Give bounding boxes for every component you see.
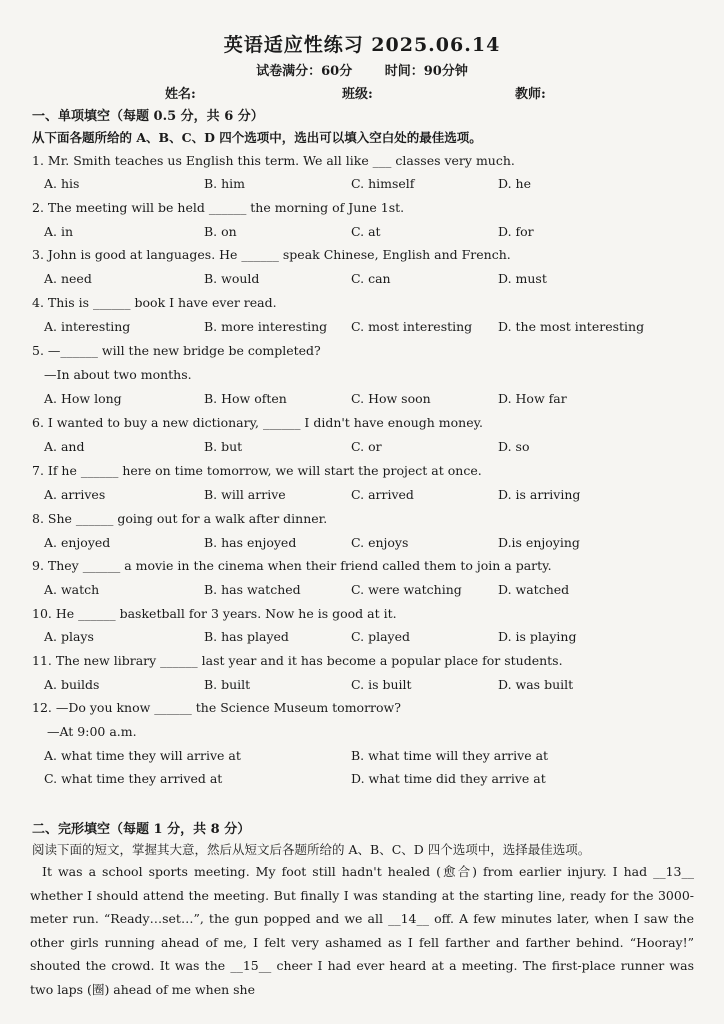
question-1: 1. Mr. Smith teaches us English this term. We all like ___ classes very much.: [32, 153, 515, 168]
options-3: [44, 271, 694, 289]
option-b: B. him: [204, 176, 246, 191]
options-9: [44, 582, 694, 600]
question-11: 11. The new library ______ last year and it has become a popular place for students.: [32, 653, 563, 668]
option-d: D. was built: [498, 677, 574, 692]
option-c: C. is built: [351, 677, 412, 692]
option-d: D.is enjoying: [498, 535, 580, 550]
option-d: D. for: [498, 224, 534, 239]
question-10: 10. He ______ basketball for 3 years. Now he is good at it.: [32, 606, 397, 621]
question-12: 12. —Do you know ______ the Science Museum tomorrow?: [32, 700, 401, 715]
options-11: [44, 677, 694, 695]
question-5-answer-line: —In about two months.: [44, 367, 192, 382]
section2-heading: 二、完形填空（每题 1 分，共 8 分）: [32, 822, 251, 837]
options-12-row2: [44, 771, 694, 789]
name-label: 姓名:: [165, 87, 196, 102]
option-c: C. played: [351, 629, 410, 644]
option-b: B. has watched: [204, 582, 301, 597]
option-a: A. arrives: [44, 487, 106, 502]
options-10: [44, 629, 694, 647]
option-b: B. but: [204, 439, 243, 454]
option-b: B. built: [204, 677, 251, 692]
options-2: [44, 224, 694, 242]
cloze-passage: It was a school sports meeting. My foot still hadn't healed (愈合) from earlier injury. I had __13__ whether I should attend the meeting. But finally I was standing at the starting line, ready for the 3000-meter run. “Ready…set…”, the gun popped and we all __14__ off. A few minutes later, when I saw the other girls running ahead of me, I felt very ashamed as I fell farther and farther behind. “Hooray!” shouted the crowd. It was the __15__ cheer I had ever heard at a meeting. The first-place runner was two laps (圈) ahead of me when she: [30, 864, 694, 997]
question-2: 2. The meeting will be held ______ the morning of June 1st.: [32, 200, 405, 215]
options-7: [44, 487, 694, 505]
option-a: A. enjoyed: [44, 535, 111, 550]
option-c: C. himself: [351, 176, 415, 191]
question-12-answer-line: —At 9:00 a.m.: [47, 724, 137, 739]
option-b: B. more interesting: [204, 319, 328, 334]
option-c: C. can: [351, 271, 391, 286]
option-a: A. and: [44, 439, 85, 454]
option-a: A. interesting: [44, 319, 131, 334]
section1-heading: 一、单项填空（每题 0.5 分，共 6 分）: [32, 109, 264, 124]
teacher-label: 教师:: [515, 87, 546, 102]
option-a: A. his: [44, 176, 80, 191]
option-b: B. will arrive: [204, 487, 286, 502]
option-d: D. the most interesting: [498, 319, 645, 334]
class-label: 班级:: [342, 87, 373, 102]
option-d: D. he: [498, 176, 531, 191]
option-d: D. what time did they arrive at: [351, 771, 546, 786]
option-a: A. How long: [44, 391, 122, 406]
question-3: 3. John is good at languages. He ______ speak Chinese, English and French.: [32, 247, 511, 262]
option-d: D. so: [498, 439, 530, 454]
option-c: C. How soon: [351, 391, 431, 406]
option-c: C. most interesting: [351, 319, 473, 334]
score-label: 试卷满分：60分: [256, 64, 353, 79]
option-d: D. must: [498, 271, 547, 286]
option-c: C. or: [351, 439, 382, 454]
student-info-row: [0, 83, 724, 101]
question-8: 8. She ______ going out for a walk after dinner.: [32, 511, 328, 526]
section1-instruction: 从下面各题所给的 A、B、C、D 四个选项中，选出可以填入空白处的最佳选项。: [32, 130, 482, 145]
time-label: 时间：90分钟: [384, 64, 468, 79]
option-b: B. has played: [204, 629, 289, 644]
option-d: D. is playing: [498, 629, 577, 644]
question-4: 4. This is ______ book I have ever read.: [32, 295, 277, 310]
option-c: C. what time they arrived at: [44, 771, 223, 786]
question-5: 5. —______ will the new bridge be completed?: [32, 343, 321, 358]
exam-info: [0, 60, 724, 79]
options-12-row1: [44, 748, 694, 766]
section2-instruction: 阅读下面的短文，掌握其大意，然后从短文后各题所给的 A、B、C、D 四个选项中，选择最佳选项。: [32, 842, 591, 857]
option-a: A. watch: [44, 582, 100, 597]
option-a: A. what time they will arrive at: [44, 748, 241, 763]
options-8: [44, 535, 694, 553]
options-4: [44, 319, 694, 337]
option-d: D. is arriving: [498, 487, 581, 502]
option-a: A. plays: [44, 629, 94, 644]
option-d: D. watched: [498, 582, 570, 597]
options-1: [44, 176, 694, 194]
option-c: C. were watching: [351, 582, 462, 597]
options-6: [44, 439, 694, 457]
options-5: [44, 391, 694, 409]
option-b: B. How often: [204, 391, 287, 406]
option-a: A. in: [44, 224, 74, 239]
option-b: B. on: [204, 224, 237, 239]
option-c: C. enjoys: [351, 535, 409, 550]
option-c: C. at: [351, 224, 381, 239]
option-a: A. need: [44, 271, 92, 286]
option-b: B. what time will they arrive at: [351, 748, 549, 763]
question-6: 6. I wanted to buy a new dictionary, ______ I didn't have enough money.: [32, 415, 483, 430]
question-9: 9. They ______ a movie in the cinema when their friend called them to join a party.: [32, 558, 552, 573]
option-b: B. would: [204, 271, 260, 286]
option-c: C. arrived: [351, 487, 414, 502]
page-title: 英语适应性练习 2025.06.14: [223, 34, 501, 56]
question-7: 7. If he ______ here on time tomorrow, we will start the project at once.: [32, 463, 482, 478]
option-b: B. has enjoyed: [204, 535, 297, 550]
option-a: A. builds: [44, 677, 100, 692]
option-d: D. How far: [498, 391, 567, 406]
